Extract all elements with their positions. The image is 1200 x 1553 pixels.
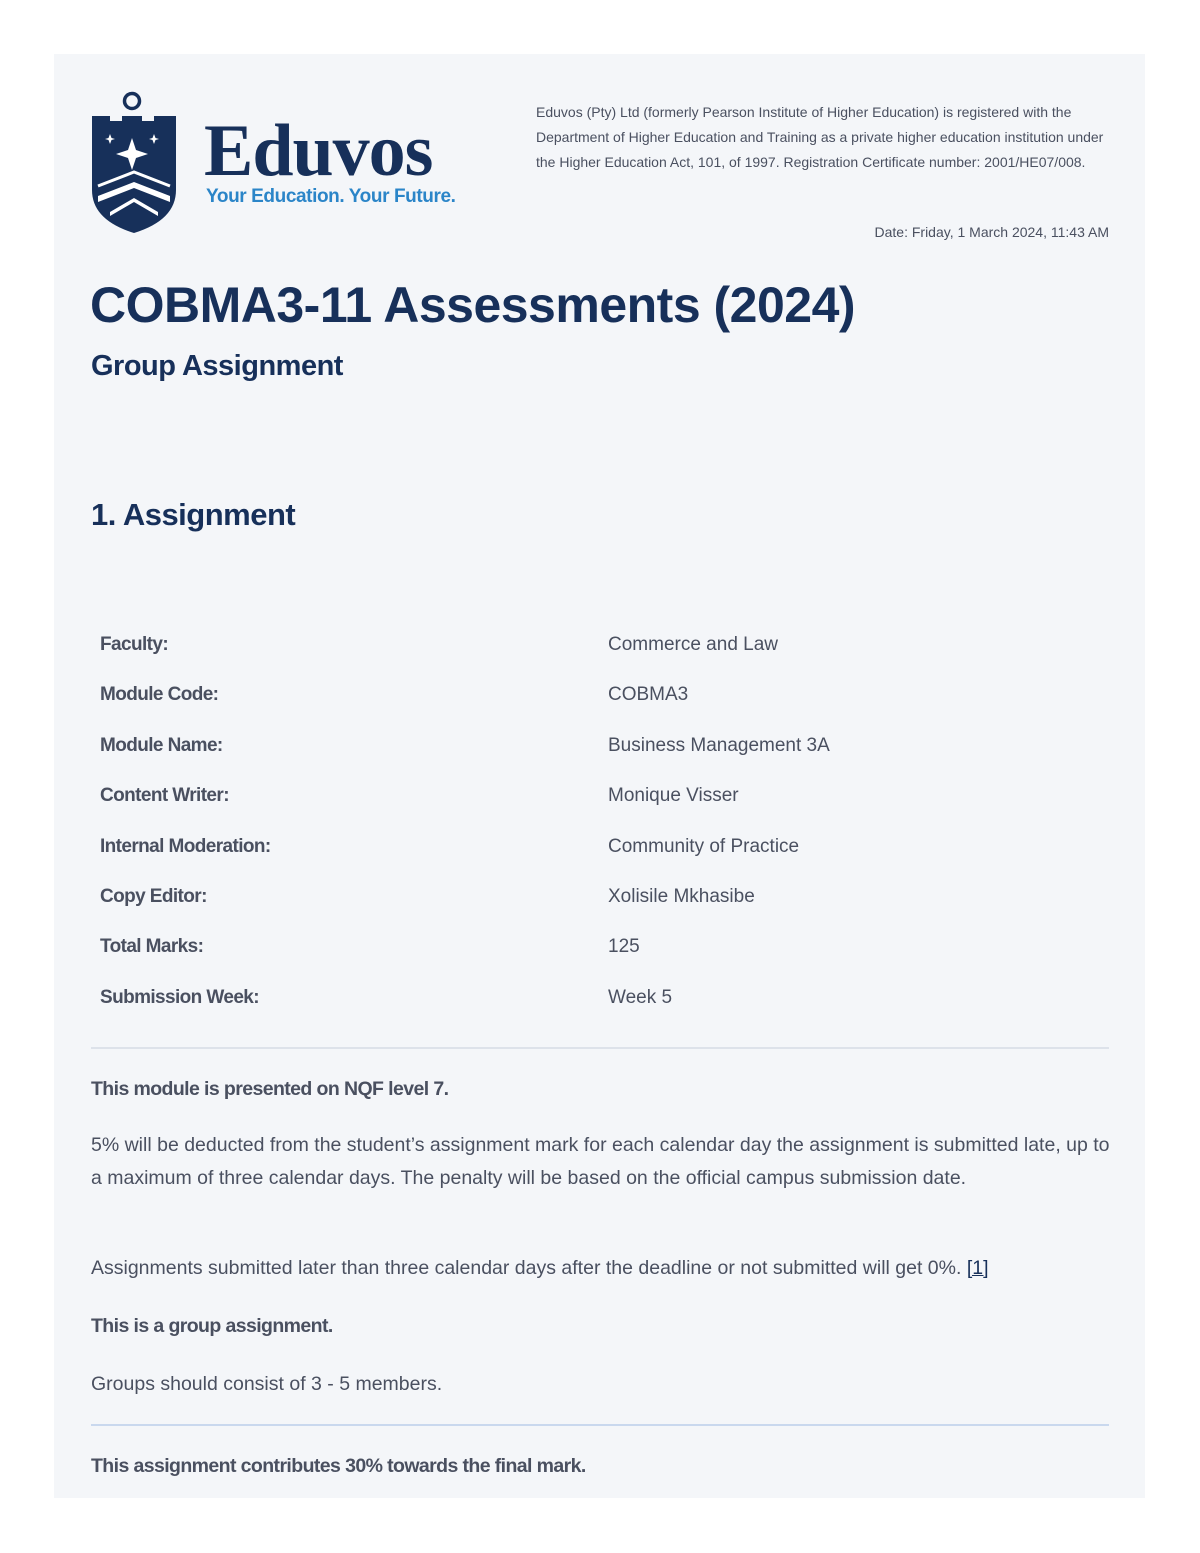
divider (91, 1424, 1109, 1426)
detail-label: Faculty: (100, 634, 169, 655)
detail-value: Community of Practice (608, 835, 800, 857)
detail-value: Week 5 (608, 986, 673, 1008)
logo-wordmark: Eduvos (204, 110, 433, 192)
assignment-details-table (100, 622, 1110, 1025)
section-heading: 1. Assignment (91, 497, 296, 532)
eduvos-logo (90, 90, 490, 240)
detail-label: Copy Editor: (100, 885, 207, 907)
document-subtitle: Group Assignment (91, 350, 343, 382)
nqf-level-note: This module is presented on NQF level 7. (91, 1078, 449, 1100)
late-policy-paragraph (91, 1252, 1111, 1285)
detail-row-submission-week (100, 975, 1110, 1025)
detail-row-internal-moderation (100, 824, 1110, 874)
footnote-link[interactable]: [1] (966, 1257, 989, 1279)
detail-row-faculty (100, 622, 1110, 672)
logo-tagline: Your Education. Your Future. (206, 186, 456, 207)
document-date: Date: Friday, 1 March 2024, 11:43 AM (874, 224, 1109, 240)
detail-label: Total Marks: (100, 936, 204, 958)
detail-row-content-writer (100, 773, 1110, 823)
late-penalty-paragraph: 5% will be deducted from the student’s assignment mark for each calendar day the assignment is submitted late, up to a maximum of three calendar days. The penalty will be based on the official campus submission date. (91, 1134, 1110, 1189)
detail-label: Internal Moderation: (100, 835, 271, 857)
divider (91, 1047, 1109, 1049)
detail-label: Module Name: (100, 734, 223, 756)
document-page (54, 54, 1145, 1498)
detail-value: 125 (608, 936, 640, 958)
detail-row-module-name (100, 723, 1110, 773)
detail-row-total-marks (100, 924, 1110, 974)
group-size-paragraph: Groups should consist of 3 - 5 members. (91, 1373, 443, 1395)
crest-icon (90, 90, 180, 236)
detail-value: Business Management 3A (608, 734, 830, 756)
detail-value: Commerce and Law (608, 634, 779, 655)
detail-label: Content Writer: (100, 785, 229, 807)
contribution-note: This assignment contributes 30% towards the final mark. (91, 1455, 586, 1477)
detail-value: Monique Visser (608, 785, 739, 807)
detail-row-copy-editor (100, 874, 1110, 924)
detail-value: Xolisile Mkhasibe (608, 885, 755, 907)
document-title: COBMA3-11 Assessments (2024) (90, 277, 856, 333)
group-assignment-note: This is a group assignment. (91, 1315, 333, 1337)
detail-label: Module Code: (100, 684, 219, 706)
late-policy-text: Assignments submitted later than three calendar days after the deadline or not submitted will get 0%. (91, 1257, 962, 1279)
detail-value: COBMA3 (608, 684, 689, 706)
detail-label: Submission Week: (100, 986, 259, 1008)
registration-statement: Eduvos (Pty) Ltd (formerly Pearson Institute of Higher Education) is registered with the Department of Higher Education and Training as a private higher education institution under the Higher Education Act, 101, of 1997. Registration Certificate number: 2001/HE07/008. (536, 104, 1104, 170)
detail-row-module-code (100, 672, 1110, 722)
